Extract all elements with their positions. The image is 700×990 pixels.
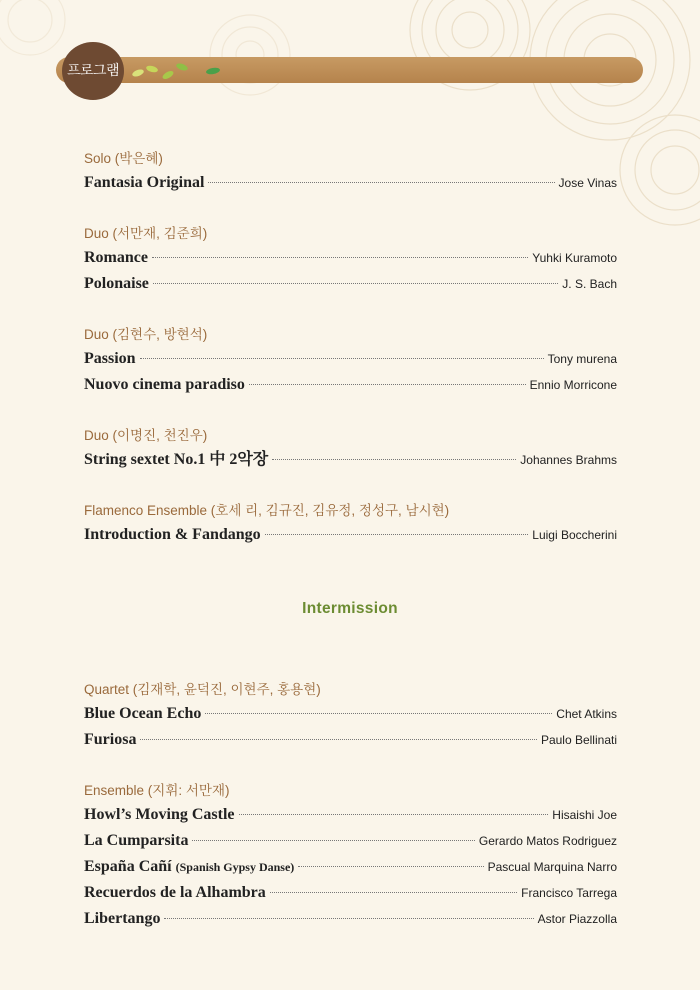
piece-subtitle: (Spanish Gypsy Danse) (175, 860, 295, 874)
piece-title: Polonaise (84, 275, 149, 292)
composer: Ennio Morricone (529, 378, 617, 392)
section-duo-1 (84, 223, 617, 297)
composer: Chet Atkins (556, 707, 617, 721)
composer: Yuhki Kuramoto (532, 251, 617, 265)
program-list (84, 148, 617, 548)
dotted-leader (239, 814, 549, 815)
dotted-leader (270, 892, 517, 893)
composer: Hisaishi Joe (552, 808, 617, 822)
section-title: Ensemble (지휘: 서만재) (84, 783, 230, 798)
composer: Paulo Bellinati (540, 733, 617, 747)
page-title: 프로그램 (62, 42, 124, 100)
section-duo-2 (84, 324, 617, 398)
list-item (84, 854, 617, 880)
composer: Francisco Tarrega (521, 886, 617, 900)
piece-title: Romance (84, 249, 148, 266)
piece-title: Introduction & Fandango (84, 526, 261, 543)
section-title: Duo (이명진, 천진우) (84, 428, 208, 443)
piece-title-main: España Cañí (84, 858, 172, 875)
piece-title: Recuerdos de la Alhambra (84, 884, 266, 901)
section-quartet (84, 679, 617, 753)
piece-title: String sextet No.1 中 2악장 (84, 451, 269, 468)
piece-title: La Cumparsita (84, 832, 189, 849)
list-item (84, 880, 617, 906)
composer: Tony murena (547, 352, 617, 366)
piece-title: Blue Ocean Echo (84, 705, 202, 722)
piece-title: Libertango (84, 910, 161, 927)
dotted-leader (153, 283, 558, 284)
dotted-leader (152, 257, 528, 258)
composer: Gerardo Matos Rodriguez (478, 834, 617, 848)
list-item (84, 802, 617, 828)
list-item (84, 170, 617, 196)
section-title: Quartet (김재학, 윤덕진, 이현주, 홍용현) (84, 682, 321, 697)
piece-title: Howl’s Moving Castle (84, 806, 235, 823)
program-list-2 (84, 679, 617, 932)
section-flamenco (84, 500, 617, 548)
dotted-leader (249, 384, 526, 385)
composer: Jose Vinas (558, 176, 617, 190)
dotted-leader (208, 182, 554, 183)
list-item (84, 727, 617, 753)
section-title: Flamenco Ensemble (호세 리, 김규진, 김유정, 정성구, 남시현) (84, 503, 450, 518)
section-duo-3 (84, 425, 617, 473)
list-item (84, 372, 617, 398)
section-solo (84, 148, 617, 196)
list-item (84, 701, 617, 727)
intermission-heading: Intermission (302, 600, 398, 617)
list-item (84, 346, 617, 372)
section-ensemble (84, 780, 617, 932)
list-item (84, 447, 617, 473)
composer: Luigi Boccherini (532, 528, 617, 542)
composer: J. S. Bach (562, 277, 617, 291)
dotted-leader (265, 534, 529, 535)
section-title: Duo (김현수, 방현석) (84, 327, 208, 342)
dotted-leader (192, 840, 474, 841)
composer: Johannes Brahms (520, 453, 617, 467)
list-item (84, 522, 617, 548)
section-title: Solo (박은혜) (84, 151, 163, 166)
list-item (84, 245, 617, 271)
list-item (84, 828, 617, 854)
composer: Pascual Marquina Narro (487, 860, 617, 874)
list-item (84, 271, 617, 297)
dotted-leader (140, 358, 544, 359)
dotted-leader (298, 866, 483, 867)
dotted-leader (164, 918, 533, 919)
dotted-leader (140, 739, 536, 740)
leaves-icon (130, 60, 230, 82)
piece-title: Passion (84, 350, 136, 367)
list-item (84, 906, 617, 932)
piece-title: Nuovo cinema paradiso (84, 376, 245, 393)
piece-title: Fantasia Original (84, 174, 205, 191)
section-title: Duo (서만재, 김준희) (84, 226, 208, 241)
dotted-leader (205, 713, 552, 714)
piece-title (84, 854, 294, 880)
piece-title: Furiosa (84, 731, 137, 748)
dotted-leader (272, 459, 516, 460)
composer: Astor Piazzolla (537, 912, 617, 926)
